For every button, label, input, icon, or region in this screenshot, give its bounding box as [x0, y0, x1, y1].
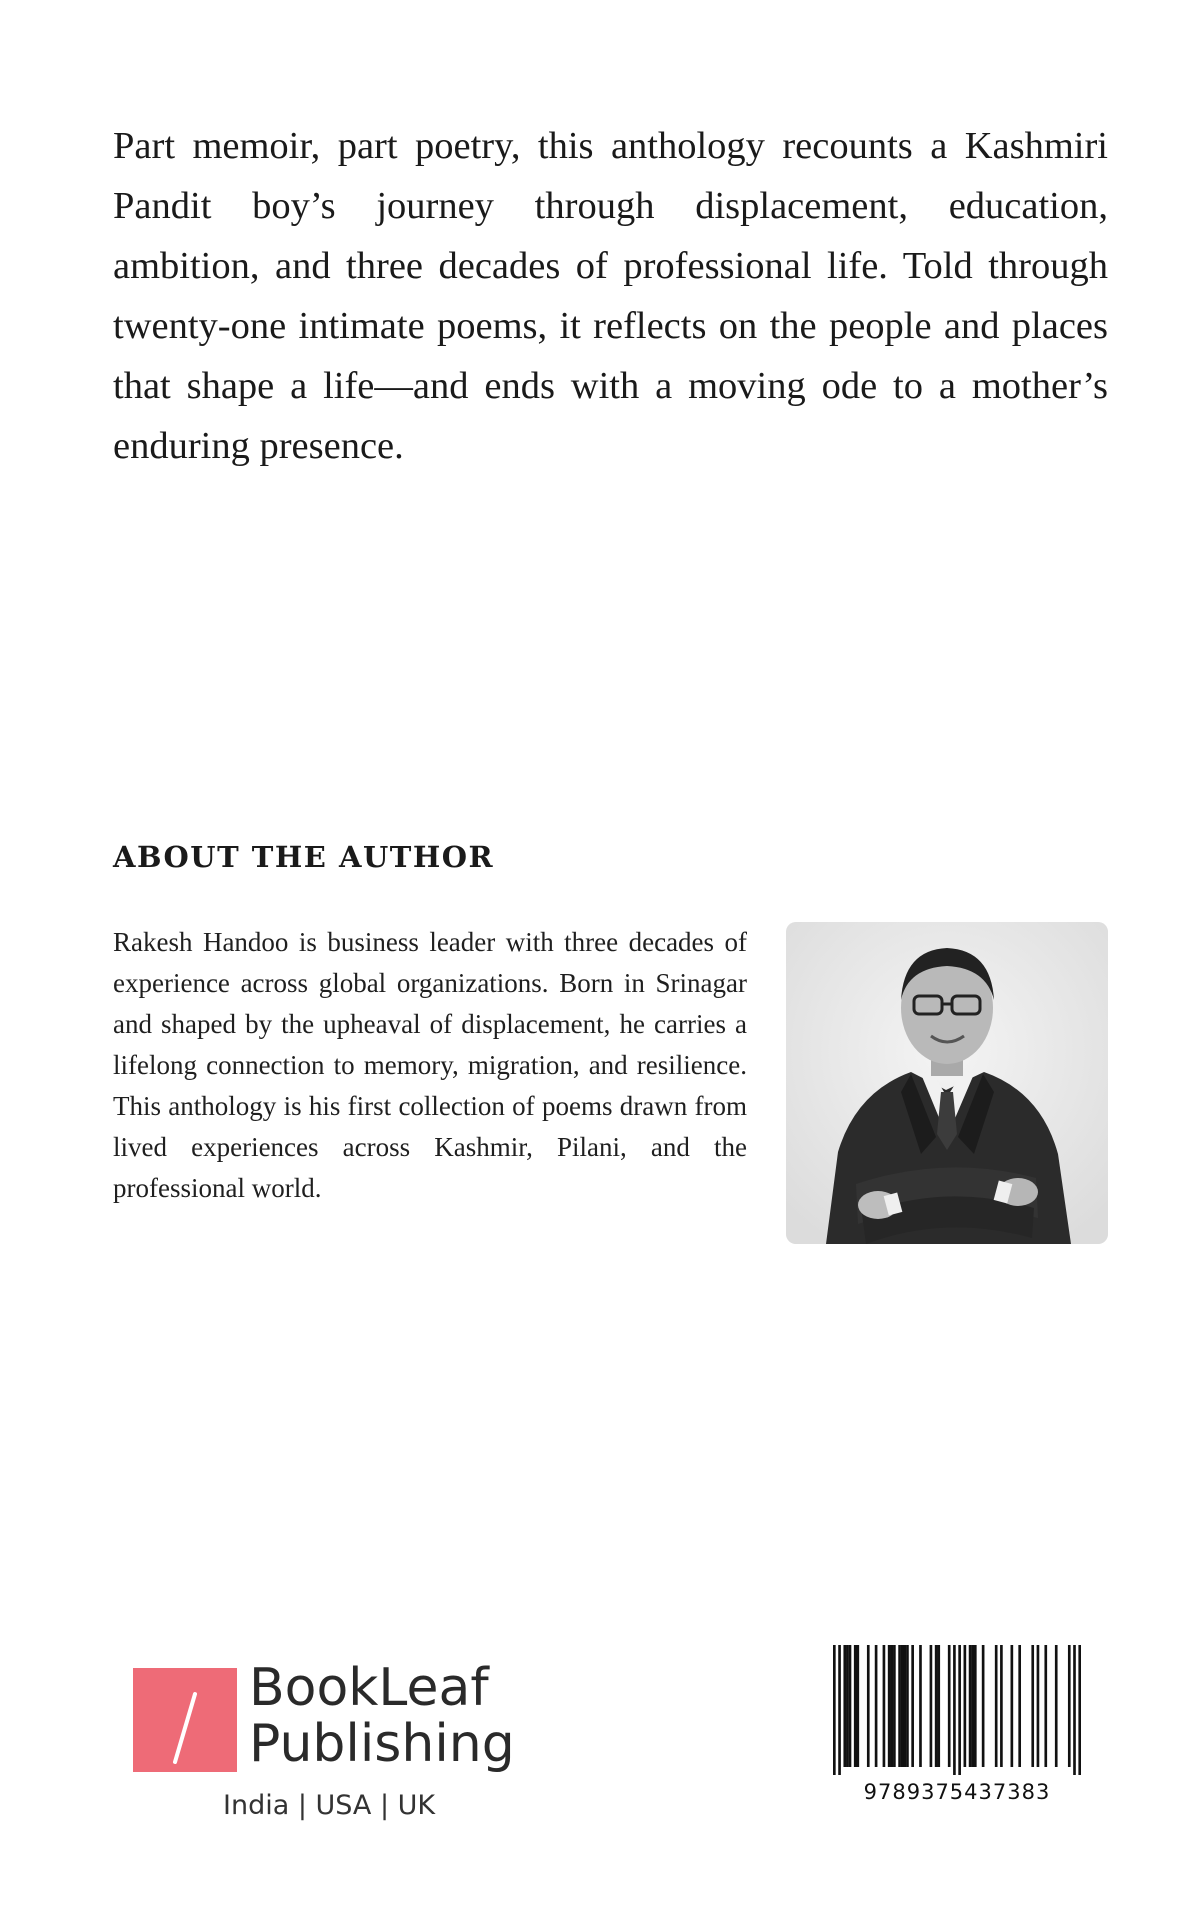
- barcode-bar: [937, 1645, 940, 1767]
- slash-icon: [171, 1690, 199, 1766]
- barcode-bar: [856, 1645, 859, 1767]
- author-photo: [786, 922, 1108, 1244]
- barcode-bar: [995, 1645, 998, 1767]
- barcode-bar: [982, 1645, 985, 1767]
- barcode-bar: [1073, 1645, 1076, 1775]
- barcode-bar: [971, 1645, 974, 1767]
- barcode-bar: [1011, 1645, 1014, 1767]
- barcode-bar: [1055, 1645, 1058, 1767]
- barcode-bar: [833, 1645, 836, 1775]
- barcode-bar: [930, 1645, 933, 1767]
- barcode-bar: [893, 1645, 896, 1767]
- barcode-bar: [890, 1645, 893, 1767]
- barcode-bar: [854, 1645, 857, 1767]
- barcode-bar: [888, 1645, 891, 1767]
- barcode-bar: [911, 1645, 914, 1767]
- barcode-bar: [1031, 1645, 1034, 1767]
- barcode-bar: [867, 1645, 870, 1767]
- barcode-bar: [974, 1645, 977, 1767]
- back-cover-blurb: Part memoir, part poetry, this anthology recounts a Kashmiri Pandit boy’s journey through displacement, education, ambition, and three decades of professional life. Told through twenty-one intimate poems, it reflects on the people and places that shape a life—and ends with a moving ode to a mother’s enduring presence.: [113, 125, 1108, 467]
- barcode-bar: [906, 1645, 909, 1767]
- barcode-bar: [898, 1645, 901, 1767]
- author-portrait-icon: [786, 922, 1108, 1244]
- barcode-bar: [919, 1645, 922, 1767]
- barcode-bar: [883, 1645, 886, 1767]
- barcode-bar: [1044, 1645, 1047, 1767]
- barcode-bar: [843, 1645, 846, 1767]
- barcode-bar: [953, 1645, 956, 1775]
- publisher-name: [249, 1660, 515, 1772]
- author-bio: Rakesh Handoo is business leader with three decades of experience across global organizations. Born in Srinagar and shaped by the upheaval of displacement, he carries a lifelong connection to memory, migration, and resilience. This anthology is his first collection of poems drawn from lived experiences across Kashmir, Pilani, and the professional world.: [113, 927, 747, 1203]
- barcode-bar: [838, 1645, 841, 1775]
- barcode-bar: [1000, 1645, 1003, 1767]
- isbn-barcode: [833, 1645, 1081, 1775]
- barcode-bar: [1068, 1645, 1071, 1767]
- logo-mark: [133, 1668, 237, 1772]
- publisher-name-line1: BookLeaf: [249, 1658, 489, 1718]
- barcode-bar: [846, 1645, 849, 1767]
- barcode-bar: [958, 1645, 961, 1775]
- isbn-number: 9789375437383: [863, 1780, 1051, 1804]
- barcode-bar: [901, 1645, 904, 1767]
- barcode-bar: [875, 1645, 878, 1767]
- barcode-bar: [969, 1645, 972, 1767]
- publisher-regions: India | USA | UK: [223, 1790, 436, 1821]
- barcode-bar: [849, 1645, 852, 1767]
- barcode-bar: [964, 1645, 967, 1767]
- about-author-heading: ABOUT THE AUTHOR: [113, 840, 495, 874]
- barcode-bar: [903, 1645, 906, 1767]
- barcode-bar: [1078, 1645, 1081, 1775]
- publisher-name-line2: Publishing: [249, 1714, 515, 1774]
- barcode-bar: [1018, 1645, 1021, 1767]
- barcode-bar: [935, 1645, 938, 1767]
- barcode-bar: [1037, 1645, 1040, 1767]
- barcode-bar: [948, 1645, 951, 1767]
